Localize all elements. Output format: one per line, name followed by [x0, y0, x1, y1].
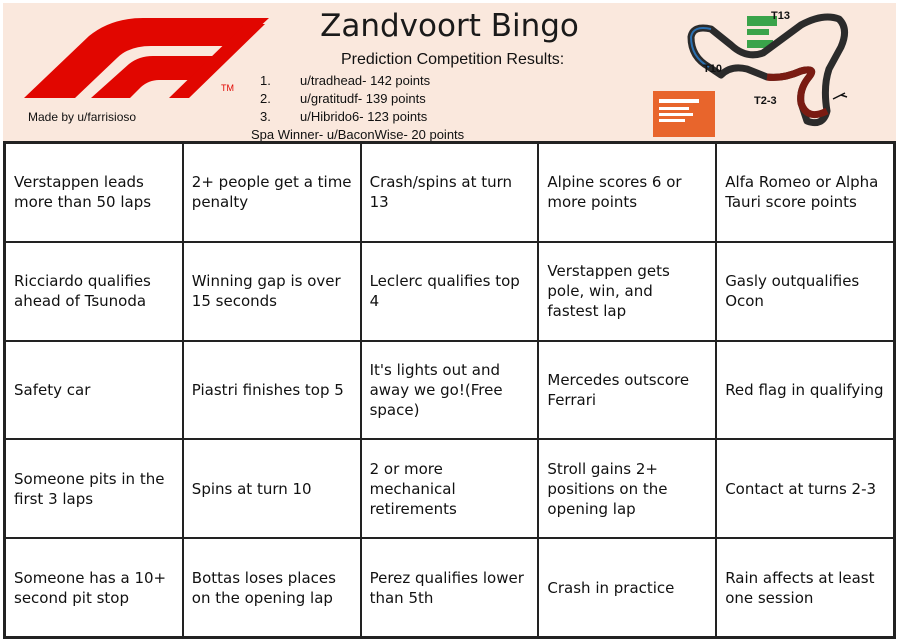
page-title: Zandvoort Bingo [320, 8, 579, 44]
track-map [651, 7, 891, 139]
made-by-credit: Made by u/farrisioso [28, 110, 137, 124]
turn-13-label: T13 [771, 10, 790, 22]
result-text: u/tradhead- 142 points [300, 73, 431, 88]
bingo-cell[interactable]: Crash in practice [538, 538, 716, 637]
bingo-cell[interactable]: Alfa Romeo or Alpha Tauri score points [716, 143, 894, 242]
bingo-cell[interactable]: Spins at turn 10 [183, 439, 361, 538]
bingo-cell[interactable]: Red flag in qualifying [716, 341, 894, 440]
turn-10-label: T10 [703, 63, 722, 75]
results-subtitle: Prediction Competition Results: [341, 51, 565, 68]
results-list [260, 72, 430, 126]
bingo-cell[interactable]: Leclerc qualifies top 4 [361, 242, 539, 341]
result-text: u/gratitudf- 139 points [300, 91, 426, 106]
bingo-cell[interactable]: Alpine scores 6 or more points [538, 143, 716, 242]
bingo-cell[interactable]: Verstappen gets pole, win, and fastest lap [538, 242, 716, 341]
bingo-cell[interactable]: Verstappen leads more than 50 laps [5, 143, 183, 242]
result-rank: 3. [260, 109, 271, 124]
bingo-cell[interactable]: Gasly outqualifies Ocon [716, 242, 894, 341]
bingo-cell[interactable]: Rain affects at least one session [716, 538, 894, 637]
spa-winner: Spa Winner- u/BaconWise- 20 points [251, 127, 465, 142]
bingo-cell[interactable]: 2+ people get a time penalty [183, 143, 361, 242]
bingo-cell[interactable]: Piastri finishes top 5 [183, 341, 361, 440]
result-item [260, 108, 430, 126]
bingo-cell[interactable]: Contact at turns 2-3 [716, 439, 894, 538]
header [3, 3, 896, 141]
bingo-cell[interactable]: Ricciardo qualifies ahead of Tsunoda [5, 242, 183, 341]
bingo-cell[interactable]: Crash/spins at turn 13 [361, 143, 539, 242]
bingo-cell[interactable]: Mercedes outscore Ferrari [538, 341, 716, 440]
result-rank: 2. [260, 91, 271, 106]
trademark-mark: TM [221, 83, 234, 93]
bingo-cell[interactable]: Safety car [5, 341, 183, 440]
track-map-icon [651, 7, 891, 139]
result-item [260, 90, 430, 108]
bingo-cell[interactable]: Perez qualifies lower than 5th [361, 538, 539, 637]
bingo-cell[interactable]: Someone pits in the first 3 laps [5, 439, 183, 538]
bingo-cell[interactable]: Bottas loses places on the opening lap [183, 538, 361, 637]
bingo-cell[interactable]: 2 or more mechanical retirements [361, 439, 539, 538]
bingo-cell-free-space[interactable]: It's lights out and away we go!(Free space) [361, 341, 539, 440]
turn-2-3-label: T2-3 [754, 95, 777, 107]
bingo-cell[interactable]: Someone has a 10+ second pit stop [5, 538, 183, 637]
bingo-grid [3, 141, 896, 639]
result-rank: 1. [260, 73, 271, 88]
result-text: u/Hibrido6- 123 points [300, 109, 428, 124]
bingo-cell[interactable]: Stroll gains 2+ positions on the opening lap [538, 439, 716, 538]
result-item [260, 72, 430, 90]
bingo-cell[interactable]: Winning gap is over 15 seconds [183, 242, 361, 341]
